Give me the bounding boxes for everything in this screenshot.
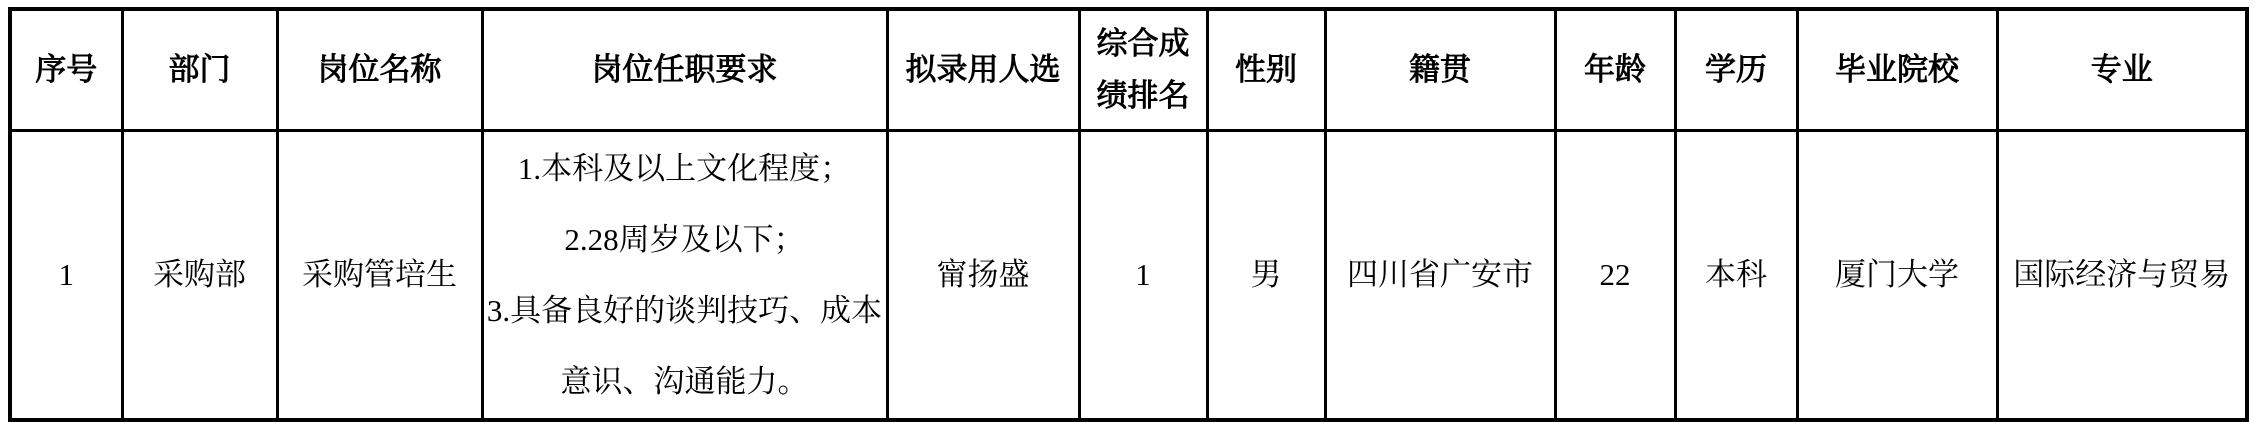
cell-candidate: 甯扬盛 xyxy=(887,130,1079,420)
requirement-line: 2.28周岁及以下； xyxy=(564,221,805,257)
cell-gender: 男 xyxy=(1207,130,1325,420)
col-header-candidate: 拟录用人选 xyxy=(887,9,1079,130)
cell-education: 本科 xyxy=(1675,130,1797,420)
cell-rank: 1 xyxy=(1079,130,1207,420)
cell-native-place: 四川省广安市 xyxy=(1325,130,1555,420)
col-header-major: 专业 xyxy=(1997,9,2247,130)
col-header-position: 岗位名称 xyxy=(277,9,482,130)
col-header-index: 序号 xyxy=(10,9,122,130)
col-header-gender: 性别 xyxy=(1207,9,1325,130)
requirement-line: 1.本科及以上文化程度； xyxy=(517,150,852,186)
cell-school: 厦门大学 xyxy=(1797,130,1997,420)
col-header-rank: 综合成绩排名 xyxy=(1079,9,1207,130)
cell-index: 1 xyxy=(10,130,122,420)
candidates-table xyxy=(8,7,2249,422)
col-header-requirements: 岗位任职要求 xyxy=(482,9,887,130)
table-header-row xyxy=(10,9,2247,130)
cell-requirements xyxy=(482,130,887,420)
col-header-school: 毕业院校 xyxy=(1797,9,1997,130)
col-header-age: 年龄 xyxy=(1555,9,1675,130)
col-header-department: 部门 xyxy=(122,9,277,130)
cell-age: 22 xyxy=(1555,130,1675,420)
table-row xyxy=(10,130,2247,420)
cell-major: 国际经济与贸易 xyxy=(1997,130,2247,420)
requirement-line: 3.具备良好的谈判技巧、成本意识、沟通能力。 xyxy=(486,292,883,399)
cell-department: 采购部 xyxy=(122,130,277,420)
cell-position: 采购管培生 xyxy=(277,130,482,420)
col-header-education: 学历 xyxy=(1675,9,1797,130)
col-header-native-place: 籍贯 xyxy=(1325,9,1555,130)
